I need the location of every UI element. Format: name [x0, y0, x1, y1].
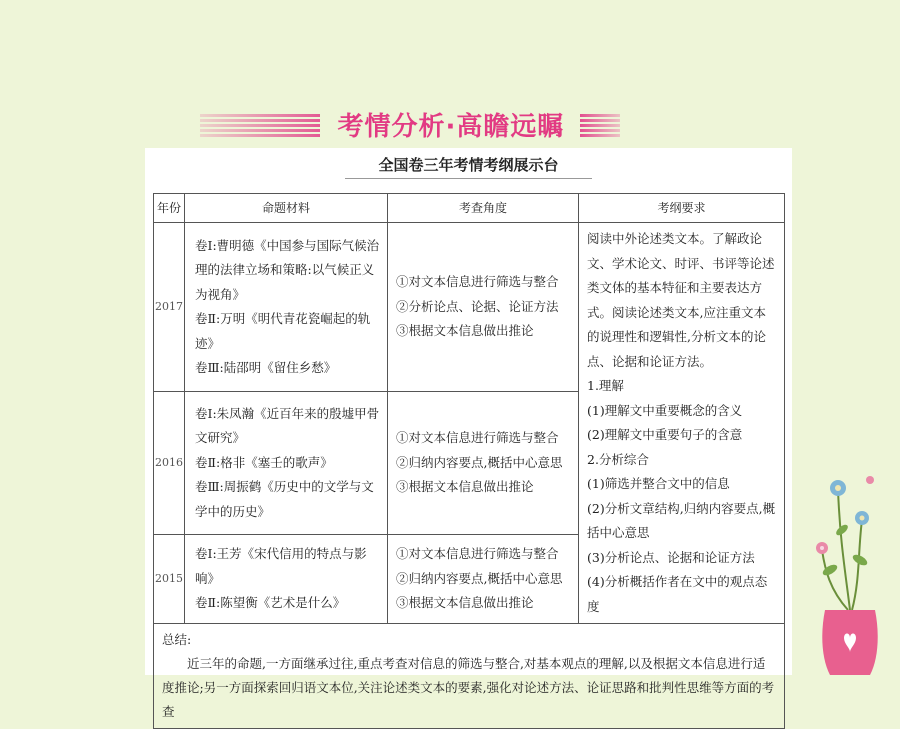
header-angles: 考查角度	[388, 194, 579, 223]
angle-item: ①对文本信息进行筛选与整合	[396, 274, 559, 290]
requirement-item: (4)分析概括作者在文中的观点态度	[587, 574, 768, 614]
material-item: 卷Ⅲ:陆邵明《留住乡愁》	[195, 360, 337, 376]
angles-cell	[388, 534, 579, 623]
materials-cell	[185, 223, 388, 392]
year-cell: 2015	[154, 534, 185, 623]
flower-icons	[816, 476, 874, 554]
requirement-item: 1.理解	[587, 378, 624, 393]
vase-icon	[822, 610, 877, 675]
header-year: 年份	[154, 194, 185, 223]
angle-item: ③根据文本信息做出推论	[396, 479, 534, 495]
header-materials: 命题材料	[185, 194, 388, 223]
title-underline	[345, 178, 592, 179]
requirement-item: (1)筛选并整合文中的信息	[587, 476, 730, 491]
angle-item: ③根据文本信息做出推论	[396, 595, 534, 611]
summary-cell	[154, 624, 785, 729]
angle-item: ②归纳内容要点,概括中心意思	[396, 454, 563, 470]
header-requirements: 考纲要求	[579, 194, 785, 223]
banner-stripes-left	[200, 114, 330, 142]
angle-item: ③根据文本信息做出推论	[396, 323, 534, 339]
material-item: 卷Ⅱ:陈望衡《艺术是什么》	[195, 595, 346, 611]
material-item: 卷Ⅱ:格非《塞壬的歌声》	[195, 454, 333, 470]
requirement-item: (2)分析文章结构,归纳内容要点,概括中心意思	[587, 500, 776, 540]
content-card	[145, 148, 792, 719]
material-item: 卷Ⅰ:王芳《宋代信用的特点与影响》	[195, 546, 367, 586]
year-cell: 2017	[154, 223, 185, 392]
angle-item: ①对文本信息进行筛选与整合	[396, 546, 559, 562]
requirement-item: 2.分析综合	[587, 451, 649, 467]
flower-vase-illustration	[800, 460, 900, 675]
requirement-intro: 阅读中外论述类文本。了解政论文、学术论文、时评、书评等论述类文体的基本特征和主要表达方式。阅读论述类文本,应注重文本的说理性和逻辑性,分析文本的论点、论据和论证方法。	[587, 231, 775, 369]
materials-cell	[185, 392, 388, 535]
summary-row	[154, 624, 785, 729]
material-item: 卷Ⅰ:朱凤瀚《近百年来的殷墟甲骨文研究》	[195, 405, 380, 446]
requirement-item: (3)分析论点、论据和论证方法	[587, 549, 755, 565]
section-banner	[200, 108, 620, 146]
card-title: 全国卷三年考情考纲展示台	[378, 156, 559, 174]
material-item: 卷Ⅲ:周振鹤《历史中的文学与文学中的历史》	[195, 479, 374, 519]
angle-item: ①对文本信息进行筛选与整合	[396, 430, 559, 446]
table-header-row	[154, 194, 785, 223]
banner-title: 考情分析·高瞻远瞩	[320, 108, 582, 146]
flower-stems	[822, 490, 862, 610]
angles-cell	[388, 392, 579, 535]
summary-label: 总结:	[162, 632, 192, 647]
summary-text: 近三年的命题,一方面继承过往,重点考查对信息的筛选与整合,对基本观点的理解,以及根据文本信息进行适度推论;另一方面探索回归语文本位,关注论述类文本的要素,强化对论述方法、论证思路和批判性思维等方面的考查	[162, 656, 775, 719]
angles-cell	[388, 223, 579, 392]
materials-cell	[185, 534, 388, 623]
angle-item: ②分析论点、论据、论证方法	[396, 298, 559, 314]
banner-stripes-right	[580, 114, 620, 142]
requirement-item: (2)理解文中重要句子的含意	[587, 427, 743, 442]
angle-item: ②归纳内容要点,概括中心意思	[396, 570, 563, 586]
material-item: 卷Ⅱ:万明《明代青花瓷崛起的轨迹》	[195, 311, 371, 351]
material-item: 卷Ⅰ:曹明德《中国参与国际气候治理的法律立场和策略:以气候正义为视角》	[195, 237, 380, 302]
table-row	[154, 223, 785, 392]
requirement-item: (1)理解文中重要概念的含义	[587, 402, 743, 418]
exam-table	[153, 193, 785, 729]
year-cell: 2016	[154, 392, 185, 535]
requirements-cell	[579, 223, 785, 624]
